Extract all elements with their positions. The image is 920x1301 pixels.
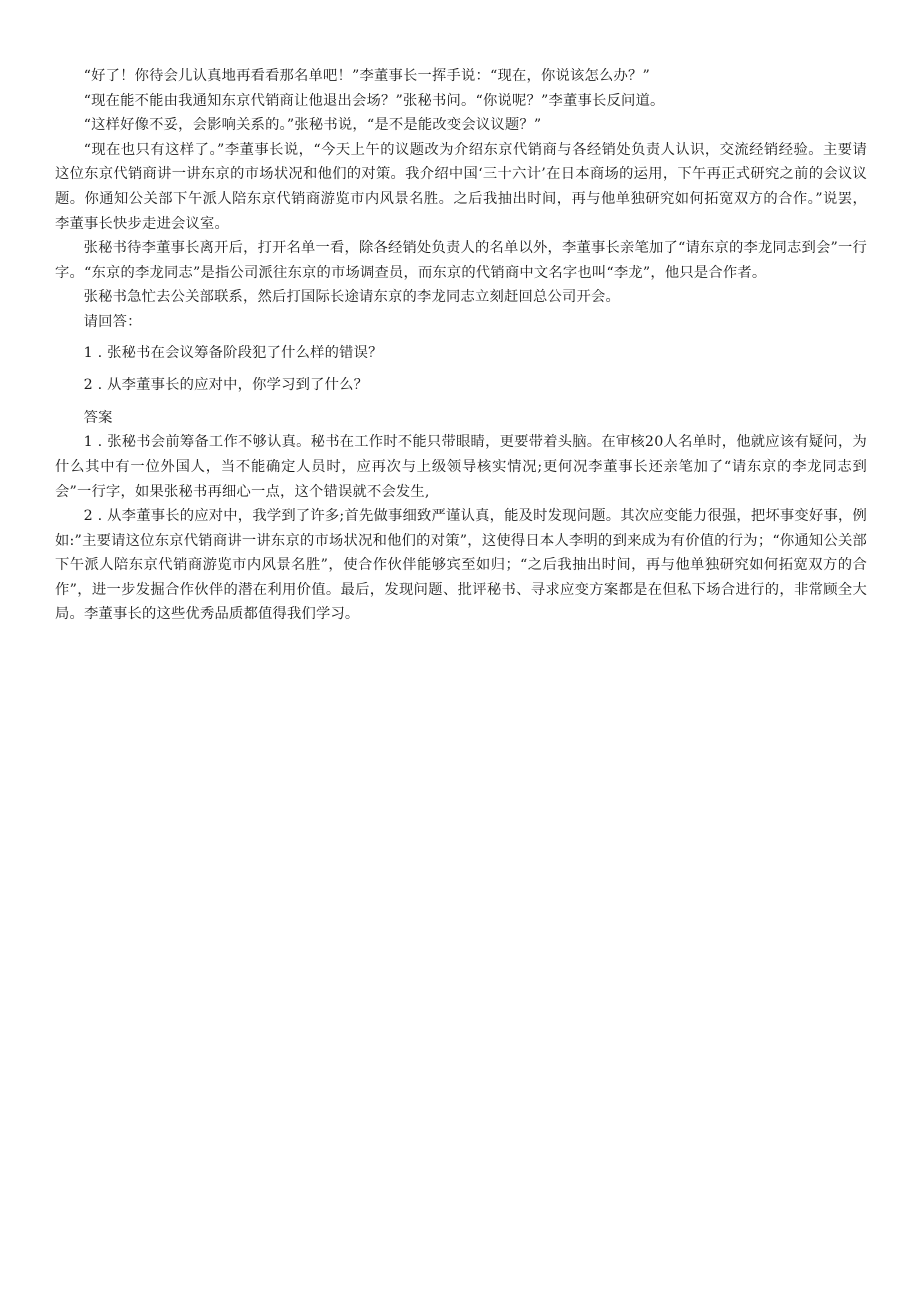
answer-item-1: 1 . 张秘书会前筹备工作不够认真。秘书在工作时不能只带眼睛，更要带着头脑。在审核20人名单时，他就应该有疑问，为什么其中有一位外国人，当不能确定人员时，应再次与上级领导核实情况;更何况李董事长还亲笔加了“请东京的李龙同志到会”一行字，如果张秘书再细心一点，这个错误就不会发生, (55, 434, 867, 500)
answer-item-2: 2 . 从李董事长的应对中，我学到了许多;首先做事细致严谨认真，能及时发现问题。其次应变能力很强，把坏事变好事，例如:”主要请这位东京代销商讲一讲东京的市场状况和他们的对策”，这使得日本人李明的到来成为有价值的行为；“你通知公关部下午派人陪东京代销商游览市内风景名胜”，使合作伙伴能够宾至如归；“之后我抽出时间，再与他单独研究如何拓宽双方的合作”，进一步发掘合作伙伴的潜在利用价值。最后，发现问题、批评秘书、寻求应变方案都是在但私下场合进行的，非常顾全大局。李董事长的这些优秀品质都值得我们学习。 (55, 508, 867, 623)
story-paragraph-3: “这样好像不妥，会影响关系的。”张秘书说，“是不是能改变会议议题？” (83, 117, 542, 134)
story-paragraph-5: 张秘书待李董事长离开后，打开名单一看，除各经销处负责人的名单以外，李董事长亲笔加了“请东京的李龙同志到会”一行字。“东京的李龙同志”是指公司派往东京的市场调查员，而东京的代销商中文名字也叫“李龙”，他只是合作者。 (55, 240, 867, 281)
document-page (55, 64, 867, 627)
question-item-2: 2 . 从李董事长的应对中，你学习到了什么？ (83, 377, 369, 394)
story-paragraph-4: “现在也只有这样了。”李董事长说，“今天上午的议题改为介绍东京代销商与各经销处负责人认识，交流经销经验。主要请这位东京代销商讲一讲东京的市场状况和他们的对策。我介绍中国‘三十六计’在日本商场的运用，下午再正式研究之前的会议议题。你通知公关部下午派人陪东京代销商游览市内风景名胜。之后我抽出时间，再与他单独研究如何拓宽双方的合作。”说罢，李董事长快步走进会议室。 (55, 141, 867, 232)
story-paragraph-1: “好了！你待会儿认真地再看看那名单吧！”李董事长一挥手说：“现在，你说该怎么办？” (83, 68, 651, 84)
answers-label: 答案 (83, 409, 113, 426)
story-paragraph-6: 张秘书急忙去公关部联系，然后打国际长途请东京的李龙同志立刻赶回总公司开会。 (83, 289, 620, 306)
question-item-1: 1 . 张秘书在会议筹备阶段犯了什么样的错误？ (83, 344, 383, 361)
questions-label: 请回答： (83, 313, 142, 330)
story-paragraph-2: “现在能不能由我通知东京代销商让他退出会场？”张秘书问。“你说呢？”李董事长反问道。 (83, 92, 665, 109)
